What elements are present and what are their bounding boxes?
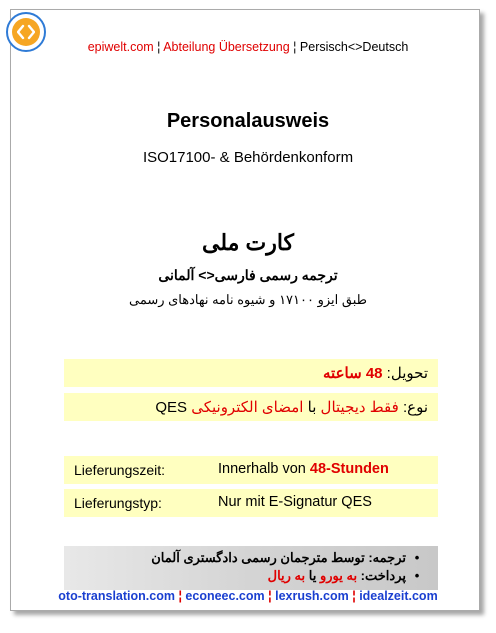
footer-payment-euro: به یورو [319,568,358,583]
fa-delivery-value: 48 ساعته [323,365,383,382]
fa-type-with: با [303,399,321,416]
fa-delivery-row [64,359,438,387]
partner-link-oto[interactable]: oto-translation.com [58,589,175,603]
separator: ¦ [289,40,300,54]
department-label: Abteilung Übersetzung [163,40,290,54]
separator: ¦ [264,589,276,603]
header-line [0,40,496,54]
language-pair: Persisch<>Deutsch [299,40,409,54]
code-brackets-icon [17,24,35,40]
fa-type-digital: فقط دیجیتال [320,399,399,416]
de-delivery-time-value [218,461,389,477]
fa-delivery-label: تحویل: [382,365,428,382]
bullet-icon: • [414,550,420,565]
de-delivery-type-row [64,489,438,517]
footer-translation-line [151,550,428,566]
de-delivery-time-prefix: Innerhalb von [218,461,310,477]
fa-type-row [64,393,438,421]
partner-link-lexrush[interactable]: lexrush.com [275,589,349,603]
de-delivery-time-label: Lieferungszeit: [74,462,166,478]
de-delivery-type-label: Lieferungstyp: [74,495,162,511]
fa-type-esign: امضای الکترونیکی [191,399,304,416]
partner-link-idealzeit[interactable]: idealzeit.com [359,589,438,603]
footer-translation-label: ترجمه: [364,550,406,565]
document-subtitle: ISO17100- & Behördenkonform [142,149,354,166]
partner-links [0,589,496,603]
document-card [10,9,480,611]
footer-info-band [64,546,438,590]
separator: ¦ [174,589,186,603]
site-link[interactable]: epiwelt.com [87,40,154,54]
footer-payment-line [268,568,428,584]
persian-standard-note: طبق ایزو ۱۷۱۰۰ و شیوه نامه نهادهای رسمی [128,292,367,307]
de-delivery-type-value: Nur mit E-Signatur QES [218,494,372,510]
separator: ¦ [348,589,360,603]
footer-payment-label: پرداخت: [357,568,406,583]
de-delivery-time-row [64,456,438,484]
de-delivery-time-hours: 48-Stunden [309,461,389,477]
partner-link-econeec[interactable]: econeec.com [185,589,265,603]
footer-payment-or: یا [305,568,320,583]
fa-type-label: نوع: [398,399,428,416]
footer-translation-value: توسط مترجمان رسمی دادگستری آلمان [151,550,365,565]
persian-title: کارت ملی [201,230,295,255]
document-title: Personalausweis [166,110,330,132]
footer-payment-rial: به ریال [267,568,306,583]
bullet-icon: • [414,568,420,583]
persian-subtitle: ترجمه رسمی فارسی<> آلمانی [158,267,338,283]
fa-type-qes: QES [155,399,192,416]
separator: ¦ [153,40,164,54]
